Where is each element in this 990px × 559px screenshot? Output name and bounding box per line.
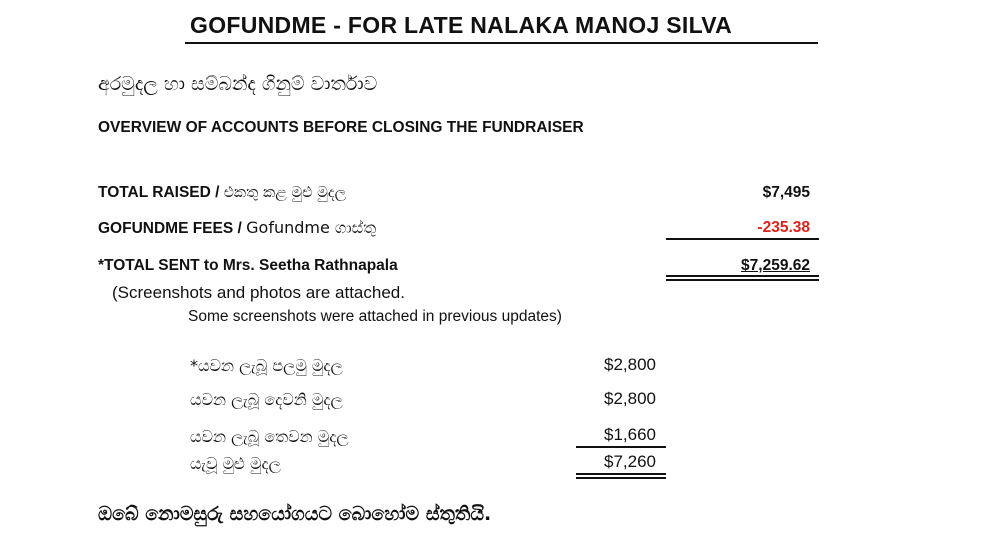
thank-you-note: ඔබේ නොමසුරු සහයෝගයට බොහෝම ස්තුතියි.: [98, 503, 492, 525]
total-sent-amount: $7,259.62: [741, 257, 810, 274]
total-raised-label: [98, 183, 346, 202]
note-line-1: (Screenshots and photos are attached.: [112, 283, 405, 302]
sinhala-heading: අරමුදල හා සම්බන්ද ගිනුම් වාර්තාව: [98, 73, 378, 95]
total-double-rule-top: [666, 275, 819, 277]
total-sent-label-en: *TOTAL SENT to Mrs. Seetha Rathnapala: [98, 257, 398, 274]
transfer-amount-2: $2,800: [604, 389, 656, 408]
total-raised-amount: $7,495: [762, 184, 810, 201]
transfer-label-3: යවන ලැබූ තෙවන මුදල: [190, 427, 349, 446]
fees-amount: -235.38: [757, 219, 810, 236]
transfer-amount-1: $2,800: [604, 355, 656, 374]
fees-label-en: GOFUNDME FEES /: [98, 220, 247, 237]
title-underline: [185, 42, 818, 44]
fees-label: [98, 218, 376, 238]
transfer-double-rule-bottom: [576, 477, 666, 479]
overview-heading: OVERVIEW OF ACCOUNTS BEFORE CLOSING THE FUNDRAISER: [98, 119, 584, 136]
fees-label-si: Gofundme ගාස්තු: [246, 218, 377, 237]
total-raised-label-en: TOTAL RAISED /: [98, 184, 224, 201]
transfer-double-rule-top: [576, 473, 666, 475]
transfer-underline: [576, 446, 666, 448]
transfer-label-1: *යවන ලැබූ පලමු මුදල: [190, 356, 343, 375]
fees-underline: [666, 238, 819, 240]
note-line-2: Some screenshots were attached in previous updates): [188, 308, 562, 325]
total-double-rule-bottom: [666, 279, 819, 281]
transfer-total-label: යැවූ මුළු මුදල: [190, 454, 281, 473]
total-raised-label-si: එකතු කළ මුළු මුදල: [223, 183, 347, 201]
transfer-label-2: යවන ලැබූ දෙවනි මුදල: [190, 390, 343, 409]
total-sent-label: [98, 257, 398, 275]
transfer-total-amount: $7,260: [604, 452, 656, 471]
document-title: GOFUNDME - FOR LATE NALAKA MANOJ SILVA: [190, 12, 733, 38]
transfer-amount-3: $1,660: [604, 425, 656, 444]
